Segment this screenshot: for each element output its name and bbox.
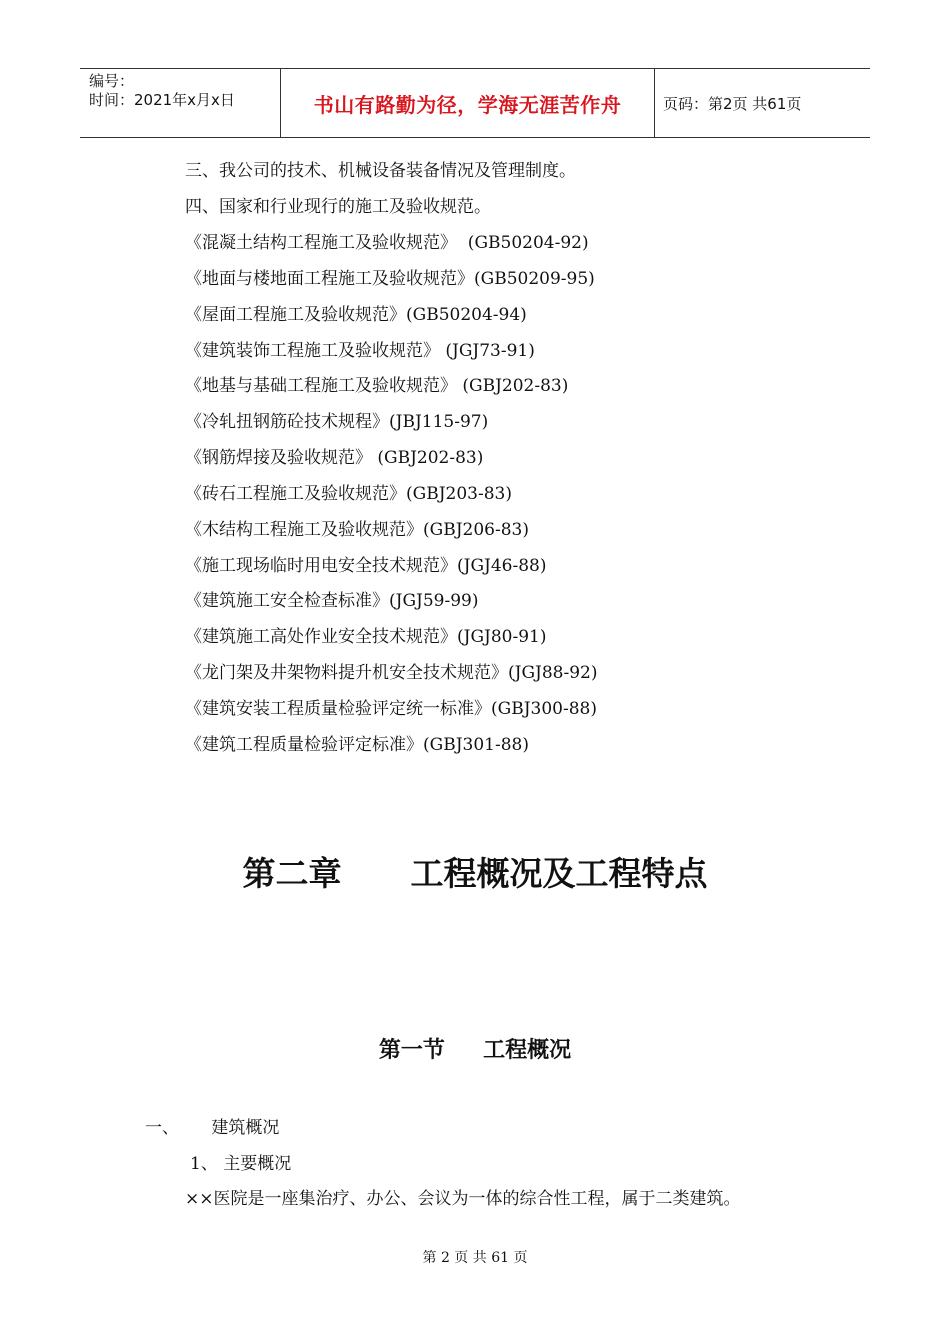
standard-item: 《混凝土结构工程施工及验收规范》 (GB50204-92) bbox=[185, 233, 589, 253]
standard-item: 《地面与楼地面工程施工及验收规范》(GB50209-95) bbox=[185, 269, 595, 289]
chapter-title: 第二章 工程概况及工程特点 bbox=[242, 854, 708, 893]
header-motto: 书山有路勤为径，学海无涯苦作舟 bbox=[313, 92, 622, 117]
header-page-number: 页码：第2页 共61页 bbox=[663, 94, 802, 113]
standard-item: 《建筑安装工程质量检验评定统一标准》(GBJ300-88) bbox=[185, 699, 597, 719]
standard-item: 《建筑工程质量检验评定标准》(GBJ301-88) bbox=[185, 735, 529, 755]
header-page-cell bbox=[655, 69, 870, 137]
standard-item: 《冷轧扭钢筋砼技术规程》(JBJ115-97) bbox=[185, 412, 489, 432]
standard-item: 《木结构工程施工及验收规范》(GBJ206-83) bbox=[185, 520, 529, 540]
standard-item: 《屋面工程施工及验收规范》(GB50204-94) bbox=[185, 305, 527, 325]
document-code-label: 编号： bbox=[89, 72, 135, 90]
section-title: 第一节 工程概况 bbox=[378, 1038, 572, 1063]
subheading-main-overview: 1、 主要概况 bbox=[190, 1154, 292, 1174]
standard-item: 《建筑装饰工程施工及验收规范》 (JGJ73-91) bbox=[185, 341, 535, 361]
document-date-label: 时间：2021年x月x日 bbox=[89, 91, 235, 109]
header-motto-cell bbox=[281, 69, 655, 137]
standard-item: 《建筑施工安全检查标准》(JGJ59-99) bbox=[185, 591, 479, 611]
basis-item-3: 三、我公司的技术、机械设备装备情况及管理制度。 bbox=[185, 161, 576, 181]
subheading-building-overview: 一、 建筑概况 bbox=[145, 1118, 280, 1138]
standard-item: 《建筑施工高处作业安全技术规范》(JGJ80-91) bbox=[185, 627, 547, 647]
standard-item: 《龙门架及井架物料提升机安全技术规范》(JGJ88-92) bbox=[185, 663, 598, 683]
standard-item: 《钢筋焊接及验收规范》 (GBJ202-83) bbox=[185, 448, 484, 468]
overview-paragraph: ××医院是一座集治疗、办公、会议为一体的综合性工程，属于二类建筑。 bbox=[185, 1189, 741, 1209]
header-meta-cell bbox=[80, 69, 281, 137]
standard-item: 《地基与基础工程施工及验收规范》 (GBJ202-83) bbox=[185, 376, 569, 396]
basis-item-4: 四、国家和行业现行的施工及验收规范。 bbox=[185, 197, 491, 217]
standard-item: 《施工现场临时用电安全技术规范》(JGJ46-88) bbox=[185, 556, 547, 576]
page-header bbox=[80, 68, 870, 138]
standard-item: 《砖石工程施工及验收规范》(GBJ203-83) bbox=[185, 484, 512, 504]
page-footer: 第 2 页 共 61 页 bbox=[422, 1250, 528, 1266]
